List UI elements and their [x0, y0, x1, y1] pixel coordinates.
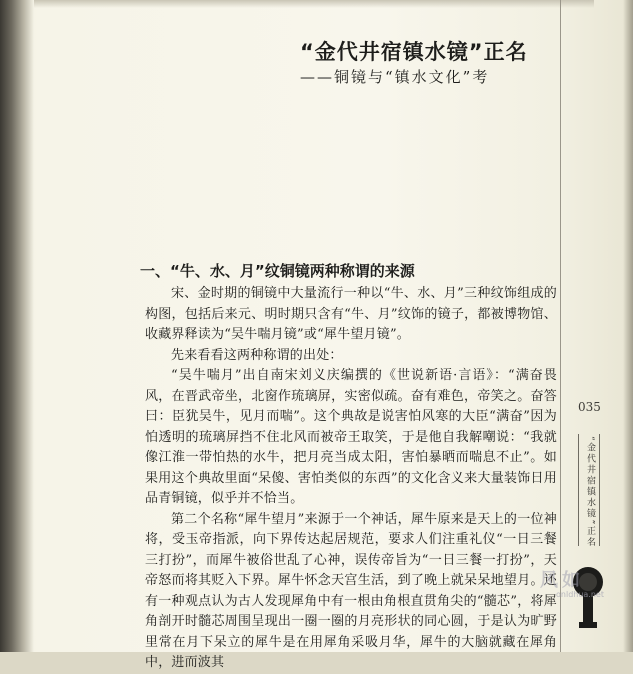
paragraph: “吴牛喘月”出自南宋刘义庆编撰的《世说新语·言语》：“满奋畏风，在晋武帝坐，北窗作琉璃屏，实密似疏。奋有难色，帝笑之。奋答曰：臣犹吴牛，见月而喘”。这个典故是说害怕风寒的大臣“满奋”因为怕透明的琉璃屏挡不住北风而被帝王取笑，于是他自我解嘲说：“我就像江淮一带怕热的水牛，把月亮当成太阳，害怕暴晒而喘息不止”。如果用这个典故里面“呆傻、害怕类似的东西”的文化含义来大量装饰日用品青铜镜，似乎并不恰当。 [145, 368, 557, 506]
watermark-url: onldhua.net [556, 590, 604, 599]
article-subtitle: ——铜镜与“镇水文化”考 [300, 68, 490, 86]
running-title-rule-right [599, 434, 600, 546]
paragraph: 宋、金时期的铜镜中大量流行一种以“牛、水、月”三种纹饰组成的构图，包括后来元、明时期只含有“牛、月”纹饰的镜子，都被博物馆、收藏界释读为“吴牛喘月镜”或“犀牛望月镜”。 [145, 286, 557, 342]
running-title-rule-left [578, 434, 579, 546]
spine-shadow [0, 0, 34, 652]
article-body [145, 284, 557, 674]
margin-rule [560, 0, 561, 652]
paragraph: 第二个名称“犀牛望月”来源于一个神话，犀牛原来是天上的一位神将，受玉帝指派，向下界传达起居规范，要求人们注重礼仪“一日三餐三打扮”，而犀牛被俗世乱了心神，误传帝旨为“一日三餐一打扮”，天帝怒而将其贬入下界。犀牛怀念天宫生活，到了晚上就呆呆地望月。还有一种观点认为古人发现犀角中有一根由角根直贯角尖的“髓芯”，将犀角剖开时髓芯周围呈现出一圈一圈的月亮形状的同心圆，于是认为旷野里常在月下呆立的犀牛是在用犀角采吸月华，犀牛的大脑就藏在犀角中，进而波其 [145, 511, 557, 670]
watermark-logo: 风如 [540, 570, 584, 591]
section-heading: 一、“牛、水、月”纹铜镜两种称谓的来源 [140, 262, 415, 280]
running-title: “金代井宿镇水镜”正名 [585, 436, 595, 549]
top-shade [34, 0, 594, 8]
page-number: 035 [578, 400, 601, 414]
page-edge [623, 0, 633, 652]
paragraph: 先来看看这两种称谓的出处： [171, 347, 343, 363]
article-title: “金代井宿镇水镜”正名 [300, 40, 528, 64]
